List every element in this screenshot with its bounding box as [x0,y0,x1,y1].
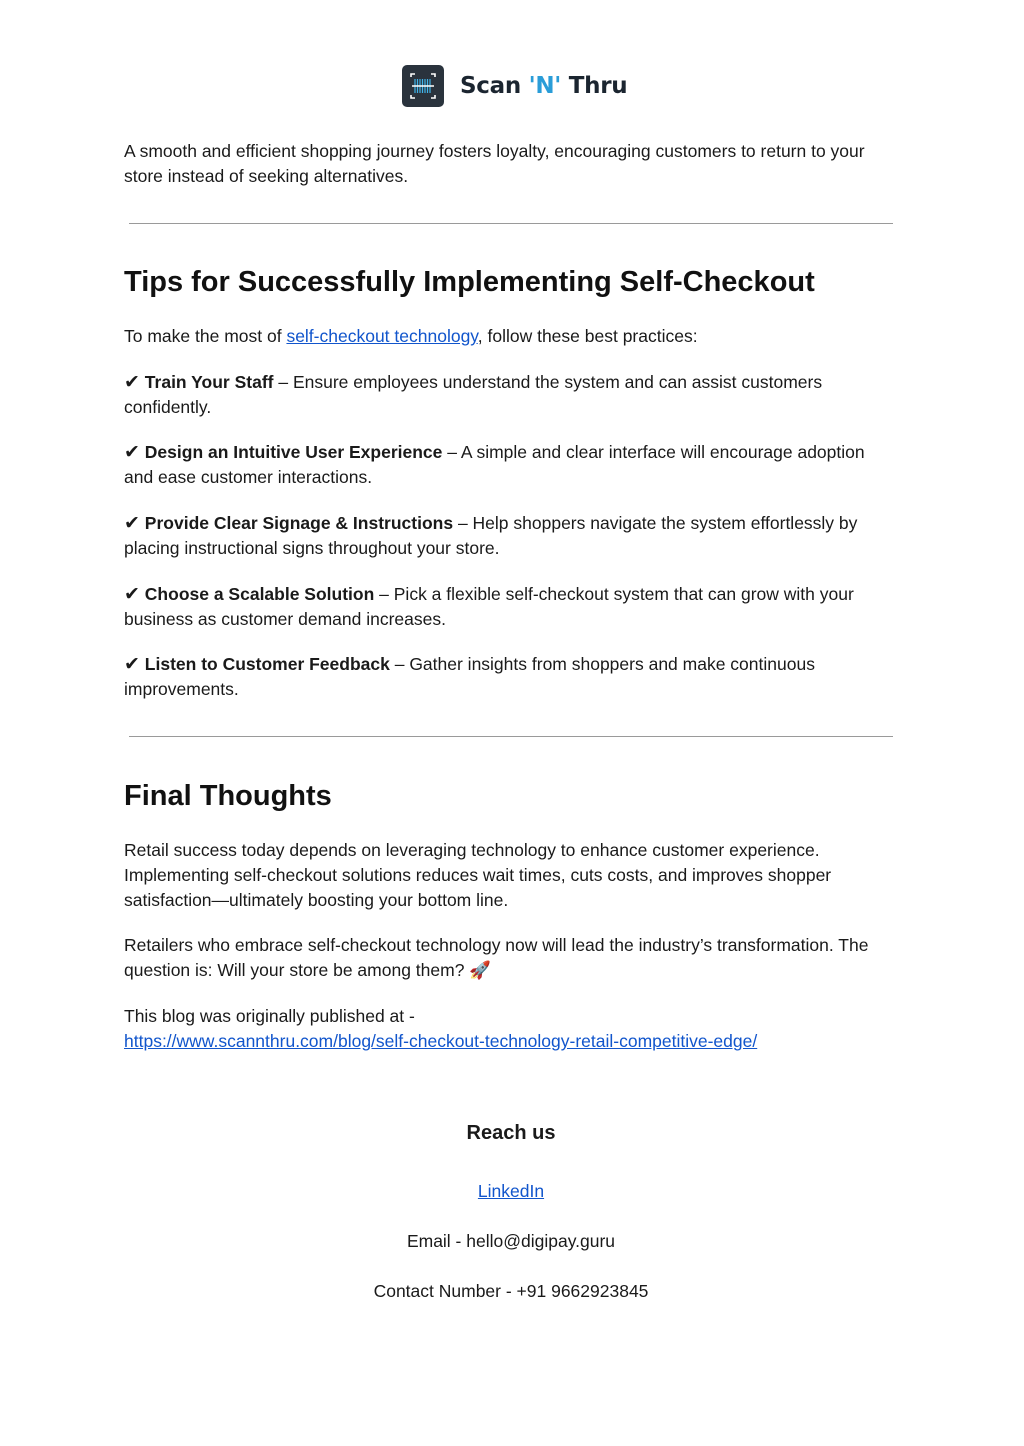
check-icon: ✔ [124,584,140,605]
brand-logo [402,65,627,107]
self-checkout-technology-link[interactable]: self-checkout technology [286,326,478,346]
section-divider [129,223,893,224]
tip-item: ✔ Choose a Scalable Solution – Pick a flexible self-checkout system that can grow with your business as customer demand increases. [124,584,854,629]
tip-item: ✔ Design an Intuitive User Experience – A simple and clear interface will encourage adoption and ease customer interactions. [124,442,865,487]
published-note: This blog was originally published at - https://www.scannthru.com/blog/self-checkout-technology-retail-competitive-edge/ [124,1006,758,1051]
intro-paragraph: A smooth and efficient shopping journey fosters loyalty, encouraging customers to return to your store instead of seeking alternatives. [124,141,865,186]
check-icon: ✔ [124,513,140,534]
tips-lead: To make the most of self-checkout technology, follow these best practices: [124,326,698,346]
phone-text: Contact Number - +91 9662923845 [373,1281,649,1301]
final-paragraph: Retailers who embrace self-checkout technology now will lead the industry’s transformation. The question is: Will your store be among them? 🚀 [124,935,869,980]
reach-us-heading: Reach us [466,1122,556,1144]
linkedin-row [124,1179,898,1204]
tip-item: ✔ Train Your Staff – Ensure employees understand the system and can assist customers confidently. [124,372,823,417]
blog-source-link[interactable]: https://www.scannthru.com/blog/self-checkout-technology-retail-competitive-edge/ [124,1031,758,1051]
check-icon: ✔ [124,372,140,393]
brand-name: Scan 'N' Thru [460,73,628,99]
tip-item: ✔ Listen to Customer Feedback – Gather insights from shoppers and make continuous improvements. [124,654,815,699]
check-icon: ✔ [124,442,140,463]
tip-item: ✔ Provide Clear Signage & Instructions – Help shoppers navigate the system effortlessly by placing instructional signs throughout your store. [124,513,858,558]
final-paragraph: Retail success today depends on leveraging technology to enhance customer experience. Implementing self-checkout solutions reduces wait times, cuts costs, and improves shopper satisfaction—ultimately boosting your bottom line. [124,840,832,910]
tips-heading: Tips for Successfully Implementing Self-Checkout [124,266,815,298]
check-icon: ✔ [124,654,140,675]
section-divider [129,736,893,737]
email-text: Email - hello@digipay.guru [406,1231,616,1251]
barcode-scanner-icon [402,65,444,107]
final-heading: Final Thoughts [124,780,332,812]
linkedin-link[interactable]: LinkedIn [477,1181,545,1201]
